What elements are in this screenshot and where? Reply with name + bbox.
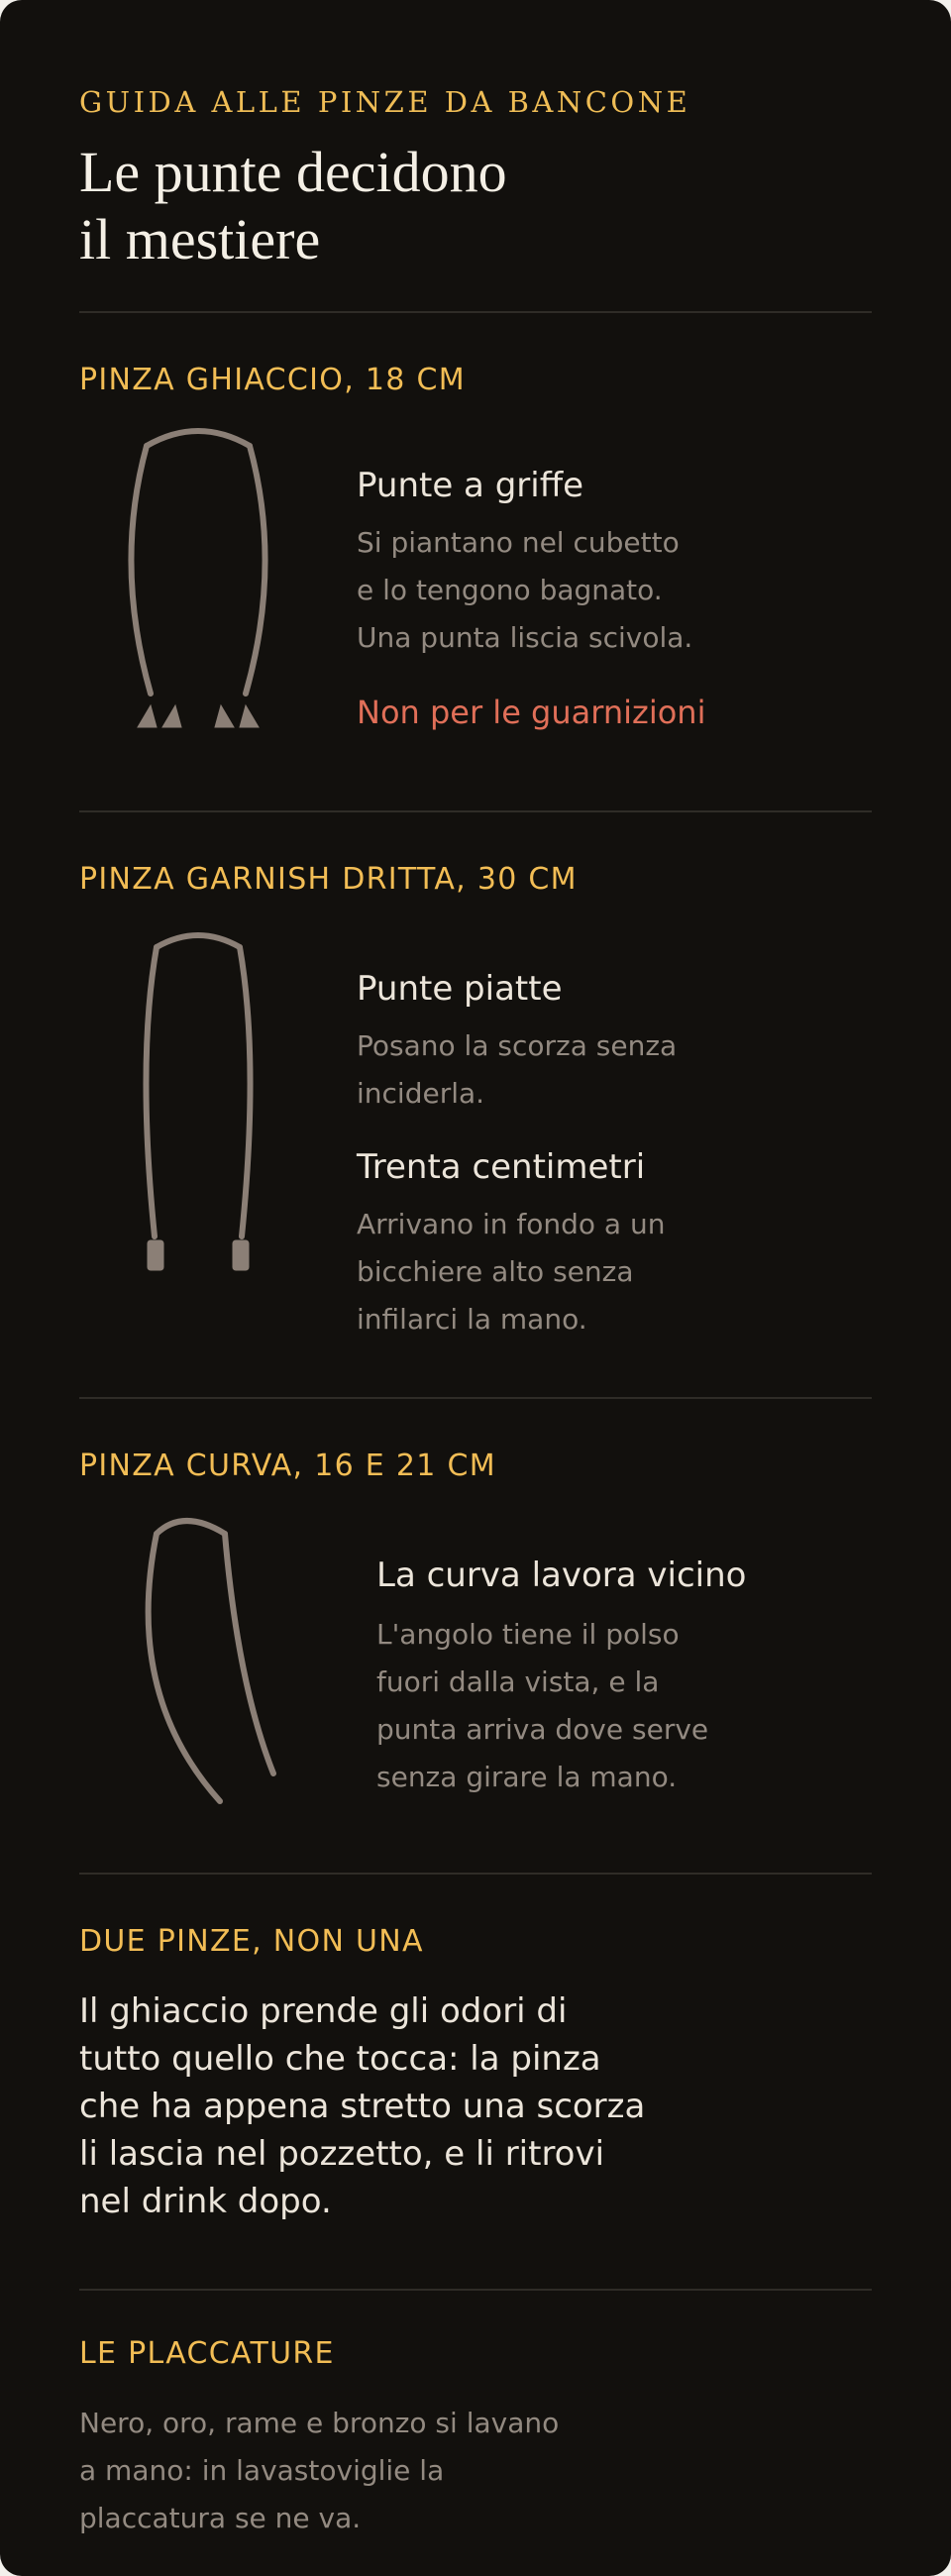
block-body <box>357 1022 677 1118</box>
body-line: Nero, oro, rame e bronzo si lavano <box>79 2407 560 2439</box>
section-heading-platings: LE PLACCATURE <box>79 2336 335 2371</box>
ice-tongs-claw-tips-icon <box>119 416 277 733</box>
body-line: nel drink dopo. <box>79 2182 332 2221</box>
divider <box>79 2289 872 2291</box>
body-line: senza girare la mano. <box>376 1761 678 1793</box>
body-line: Posano la scorza senza <box>357 1029 678 1062</box>
divider <box>79 1873 872 1875</box>
block-body <box>376 1611 708 1801</box>
block-body <box>357 1201 666 1343</box>
body-line: li lascia nel pozzetto, e li ritrovi <box>79 2134 605 2174</box>
warning-text: Non per le guarnizioni <box>357 694 706 731</box>
body-line: che ha appena stretto una scorza <box>79 2087 646 2126</box>
body-line: fuori dalla vista, e la <box>376 1665 660 1698</box>
body-line: bicchiere alto senza <box>357 1255 634 1288</box>
block-body <box>357 519 692 662</box>
section-heading-ice-tongs: PINZA GHIACCIO, 18 CM <box>79 363 466 397</box>
block-title: Punte piatte <box>357 969 563 1009</box>
guide-eyebrow: GUIDA ALLE PINZE DA BANCONE <box>79 85 691 119</box>
body-line: e lo tengono bagnato. <box>357 574 663 606</box>
page-title <box>79 139 507 273</box>
straight-garnish-tongs-icon <box>139 921 258 1278</box>
section-heading-garnish-tongs: PINZA GARNISH DRITTA, 30 CM <box>79 862 578 897</box>
divider <box>79 810 872 812</box>
body-line: Si piantano nel cubetto <box>357 526 680 559</box>
divider <box>79 311 872 313</box>
block-title: Trenta centimetri <box>357 1147 646 1187</box>
body-line: infilarci la mano. <box>357 1303 587 1336</box>
body-line: Arrivano in fondo a un <box>357 1208 666 1240</box>
body-line: punta arriva dove serve <box>376 1713 709 1746</box>
body-line: placcatura se ne va. <box>79 2502 362 2534</box>
curved-tongs-icon <box>139 1506 287 1813</box>
section-heading-curved-tongs: PINZA CURVA, 16 E 21 CM <box>79 1449 496 1483</box>
body-line: L'angolo tiene il polso <box>376 1618 680 1651</box>
body-line: a mano: in lavastoviglie la <box>79 2454 445 2487</box>
block-title: La curva lavora vicino <box>376 1556 747 1595</box>
body-line: tutto quello che tocca: la pinza <box>79 2039 601 2079</box>
block-title: Punte a griffe <box>357 466 584 505</box>
title-line: Le punte decidono <box>79 140 507 204</box>
section-heading-two-tongs: DUE PINZE, NON UNA <box>79 1924 424 1959</box>
body-line: Una punta liscia scivola. <box>357 621 693 654</box>
divider <box>79 1397 872 1399</box>
two-tongs-body <box>79 1987 645 2225</box>
title-line: il mestiere <box>79 207 321 271</box>
body-line: Il ghiaccio prende gli odori di <box>79 1991 568 2031</box>
body-line: inciderla. <box>357 1077 485 1110</box>
platings-body <box>79 2400 559 2542</box>
